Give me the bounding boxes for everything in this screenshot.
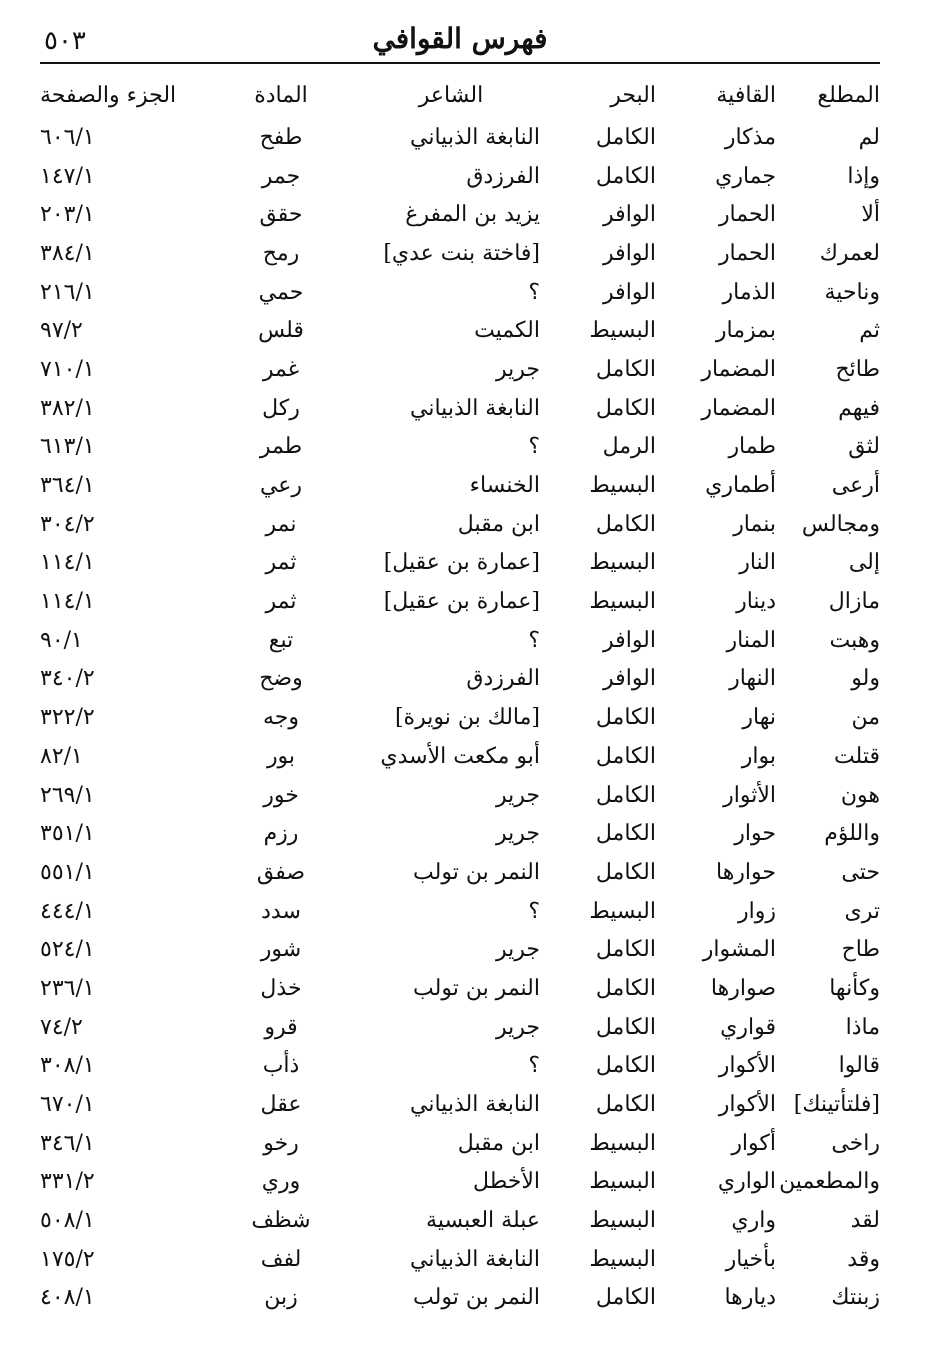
root-cell: حمي xyxy=(258,279,304,305)
bahr-cell: الكامل xyxy=(595,1092,656,1118)
matla-cell: وقد xyxy=(847,1246,880,1272)
root-cell: ركل xyxy=(262,395,300,421)
bahr-cell: الكامل xyxy=(595,782,656,808)
bahr-cell: الوافر xyxy=(603,202,656,228)
matla-cell: وناحية xyxy=(824,279,880,305)
bahr-cell: الوافر xyxy=(603,240,656,266)
root-cell: شظف xyxy=(251,1208,311,1234)
poet-cell: ؟ xyxy=(528,898,540,924)
root-cell: خور xyxy=(263,782,299,808)
bahr-cell: الوافر xyxy=(603,279,656,305)
bahr-cell: البسيط xyxy=(589,1169,656,1195)
matla-cell: ألا xyxy=(861,202,880,228)
poet-cell: ؟ xyxy=(528,1053,540,1079)
poet-cell: جرير xyxy=(496,1014,540,1040)
bahr-cell: الكامل xyxy=(595,163,656,189)
table-row xyxy=(40,428,888,467)
poet-cell: [عمارة بن عقيل] xyxy=(383,550,540,576)
root-cell: لفف xyxy=(260,1246,302,1272)
bahr-cell: الكامل xyxy=(595,937,656,963)
volume-page-cell: ٩٠/١ xyxy=(40,627,83,653)
table-row xyxy=(40,234,888,273)
matla-cell: وكأنها xyxy=(829,975,880,1001)
root-cell: عقل xyxy=(260,1092,302,1118)
volume-page-cell: ٢١٦/١ xyxy=(40,279,95,305)
volume-page-cell: ٤٤٤/١ xyxy=(40,898,95,924)
matla-cell: لعمرك xyxy=(819,240,880,266)
poet-cell: النابغة الذبياني xyxy=(410,124,540,150)
poet-cell: الكميت xyxy=(474,318,540,344)
poet-cell: جرير xyxy=(496,356,540,382)
volume-page-cell: ٤٠٨/١ xyxy=(40,1285,95,1311)
root-cell: رعي xyxy=(259,473,303,499)
qafia-cell: النار xyxy=(739,550,776,576)
root-cell: وضح xyxy=(259,666,303,692)
root-cell: حقق xyxy=(259,202,303,228)
table-row xyxy=(40,157,888,196)
table-row xyxy=(40,582,888,621)
table-row xyxy=(40,1085,888,1124)
volume-page-cell: ٣٤٠/٢ xyxy=(40,666,95,692)
bahr-cell: البسيط xyxy=(589,318,656,344)
table-row xyxy=(40,195,888,234)
bahr-cell: الكامل xyxy=(595,356,656,382)
poet-cell: الخنساء xyxy=(469,473,540,499)
qafia-cell: الأثوار xyxy=(723,782,776,808)
qafia-cell: حوار xyxy=(734,821,776,847)
root-cell: نمر xyxy=(265,511,297,537)
table-row xyxy=(40,737,888,776)
root-cell: غمر xyxy=(262,356,300,382)
matla-cell: ومجالس xyxy=(801,511,880,537)
qafia-cell: الذمار xyxy=(722,279,776,305)
qafia-cell: الواري xyxy=(717,1169,776,1195)
matla-cell: طائح xyxy=(835,356,880,382)
volume-page-cell: ٦١٣/١ xyxy=(40,434,95,460)
header-divider xyxy=(40,62,880,64)
column-header-bahr: البحر xyxy=(610,82,656,108)
matla-cell: لم xyxy=(858,124,880,150)
root-cell: سدد xyxy=(261,898,301,924)
qafia-cell: أطماري xyxy=(705,473,776,499)
table-row xyxy=(40,544,888,583)
page-number: ٥٠٣ xyxy=(44,26,86,56)
matla-cell: وهبت xyxy=(829,627,880,653)
root-cell: ذأب xyxy=(262,1053,300,1079)
poet-cell: الفرزدق xyxy=(466,666,540,692)
volume-page-cell: ٩٧/٢ xyxy=(40,318,83,344)
table-row xyxy=(40,273,888,312)
table-row xyxy=(40,814,888,853)
matla-cell: ترى xyxy=(844,898,880,924)
volume-page-cell: ٧١٠/١ xyxy=(40,356,95,382)
column-header-matla: المطلع xyxy=(817,82,880,108)
volume-page-cell: ١١٤/١ xyxy=(40,589,95,615)
table-row xyxy=(40,892,888,931)
qafia-cell: بمزمار xyxy=(715,318,776,344)
poet-cell: [عمارة بن عقيل] xyxy=(383,589,540,615)
bahr-cell: البسيط xyxy=(589,1208,656,1234)
page-title: فهرس القوافي xyxy=(372,22,548,55)
matla-cell: لقد xyxy=(850,1208,880,1234)
qafia-cell: المضمار xyxy=(701,356,776,382)
poet-cell: النابغة الذبياني xyxy=(410,1092,540,1118)
table-body xyxy=(40,118,888,1317)
root-cell: تبع xyxy=(268,627,294,653)
volume-page-cell: ٥٥١/١ xyxy=(40,859,95,885)
poet-cell: جرير xyxy=(496,821,540,847)
poet-cell: جرير xyxy=(496,937,540,963)
root-cell: جمر xyxy=(261,163,301,189)
qafia-cell: طمار xyxy=(728,434,776,460)
qafia-cell: المضمار xyxy=(701,395,776,421)
matla-cell: هون xyxy=(840,782,880,808)
column-header-juz: الجزء والصفحة xyxy=(40,82,177,108)
bahr-cell: الكامل xyxy=(595,821,656,847)
poet-cell: [مالك بن نويرة] xyxy=(394,705,540,731)
poet-cell: الأخطل xyxy=(473,1169,540,1195)
bahr-cell: الكامل xyxy=(595,705,656,731)
volume-page-cell: ٣٣١/٢ xyxy=(40,1169,95,1195)
matla-cell: لثق xyxy=(848,434,880,460)
volume-page-cell: ٣٢٢/٢ xyxy=(40,705,95,731)
poet-cell: أبو مكعت الأسدي xyxy=(380,743,540,769)
table-row xyxy=(40,776,888,815)
matla-cell: حتى xyxy=(841,859,880,885)
root-cell: رزم xyxy=(263,821,299,847)
table-row xyxy=(40,853,888,892)
volume-page-cell: ١٤٧/١ xyxy=(40,163,95,189)
qafia-cell: ديارها xyxy=(724,1285,776,1311)
poet-cell: النابغة الذبياني xyxy=(410,395,540,421)
volume-page-cell: ٣٨٤/١ xyxy=(40,240,95,266)
volume-page-cell: ٣٦٤/١ xyxy=(40,473,95,499)
matla-cell: من xyxy=(851,705,880,731)
volume-page-cell: ٦٠٦/١ xyxy=(40,124,95,150)
qafia-cell: النهار xyxy=(729,666,776,692)
table-row xyxy=(40,1279,888,1318)
volume-page-cell: ٧٤/٢ xyxy=(40,1014,83,1040)
volume-page-cell: ٢٠٣/١ xyxy=(40,202,95,228)
qafia-cell: دينار xyxy=(736,589,776,615)
bahr-cell: الكامل xyxy=(595,975,656,1001)
bahr-cell: الكامل xyxy=(595,511,656,537)
matla-cell: ولو xyxy=(851,666,880,692)
qafia-cell: واري xyxy=(731,1208,776,1234)
table-row xyxy=(40,311,888,350)
bahr-cell: البسيط xyxy=(589,1246,656,1272)
root-cell: رمح xyxy=(262,240,300,266)
table-row xyxy=(40,505,888,544)
table-row xyxy=(40,660,888,699)
column-header-madda: المادة xyxy=(254,82,308,108)
qafia-cell: جماري xyxy=(715,163,776,189)
poet-cell: جرير xyxy=(496,782,540,808)
matla-cell: زبنتك xyxy=(831,1285,880,1311)
table-row xyxy=(40,1201,888,1240)
matla-cell: إلى xyxy=(848,550,880,576)
bahr-cell: الرمل xyxy=(602,434,656,460)
qafia-cell: زوار xyxy=(738,898,776,924)
volume-page-cell: ١١٤/١ xyxy=(40,550,95,576)
root-cell: رخو xyxy=(263,1130,299,1156)
poet-cell: عبلة العبسية xyxy=(426,1208,540,1234)
qafia-cell: المشوار xyxy=(702,937,776,963)
bahr-cell: البسيط xyxy=(589,550,656,576)
rhymes-index-table xyxy=(40,72,888,1317)
qafia-cell: صوارها xyxy=(710,975,776,1001)
table-row xyxy=(40,969,888,1008)
qafia-cell: الأكوار xyxy=(718,1092,776,1118)
matla-cell: راخى xyxy=(831,1130,880,1156)
matla-cell: ماذا xyxy=(845,1014,880,1040)
root-cell: زبن xyxy=(264,1285,298,1311)
qafia-cell: الأكوار xyxy=(718,1053,776,1079)
qafia-cell: الحمار xyxy=(718,240,776,266)
qafia-cell: مذكار xyxy=(724,124,776,150)
qafia-cell: بنمار xyxy=(733,511,776,537)
root-cell: قرو xyxy=(264,1014,298,1040)
qafia-cell: الحمار xyxy=(718,202,776,228)
poet-cell: ابن مقبل xyxy=(457,511,540,537)
poet-cell: النابغة الذبياني xyxy=(410,1246,540,1272)
bahr-cell: الكامل xyxy=(595,1014,656,1040)
bahr-cell: الكامل xyxy=(595,124,656,150)
table-header-row xyxy=(40,72,888,118)
root-cell: قلس xyxy=(258,318,304,344)
table-row xyxy=(40,621,888,660)
table-row xyxy=(40,389,888,428)
qafia-cell: أكوار xyxy=(731,1130,776,1156)
qafia-cell: بأخيار xyxy=(725,1246,776,1272)
qafia-cell: قواري xyxy=(720,1014,776,1040)
bahr-cell: الكامل xyxy=(595,1285,656,1311)
poet-cell: ؟ xyxy=(528,627,540,653)
volume-page-cell: ٣٠٨/١ xyxy=(40,1053,95,1079)
poet-cell: يزيد بن المفرغ xyxy=(405,202,540,228)
bahr-cell: الكامل xyxy=(595,1053,656,1079)
matla-cell: طاح xyxy=(841,937,880,963)
bahr-cell: الكامل xyxy=(595,743,656,769)
volume-page-cell: ٥٢٤/١ xyxy=(40,937,95,963)
matla-cell: فيهم xyxy=(838,395,880,421)
root-cell: شور xyxy=(260,937,302,963)
table-row xyxy=(40,698,888,737)
column-header-qafia: القافية xyxy=(716,82,776,108)
bahr-cell: البسيط xyxy=(589,589,656,615)
bahr-cell: البسيط xyxy=(589,1130,656,1156)
matla-cell: [فلتأتينك] xyxy=(793,1092,880,1118)
poet-cell: النمر بن تولب xyxy=(413,975,540,1001)
poet-cell: ابن مقبل xyxy=(457,1130,540,1156)
qafia-cell: نهار xyxy=(742,705,776,731)
root-cell: وري xyxy=(261,1169,301,1195)
volume-page-cell: ٢٦٩/١ xyxy=(40,782,95,808)
poet-cell: ؟ xyxy=(528,434,540,460)
volume-page-cell: ٨٢/١ xyxy=(40,743,83,769)
volume-page-cell: ٥٠٨/١ xyxy=(40,1208,95,1234)
root-cell: بور xyxy=(266,743,296,769)
poet-cell: [فاختة بنت عدي] xyxy=(383,240,540,266)
volume-page-cell: ٣٤٦/١ xyxy=(40,1130,95,1156)
table-row xyxy=(40,930,888,969)
root-cell: صفق xyxy=(256,859,306,885)
root-cell: ثمر xyxy=(265,589,297,615)
volume-page-cell: ٢٣٦/١ xyxy=(40,975,95,1001)
matla-cell: قالوا xyxy=(838,1053,880,1079)
volume-page-cell: ٣٠٤/٢ xyxy=(40,511,95,537)
qafia-cell: المنار xyxy=(726,627,776,653)
volume-page-cell: ٣٥١/١ xyxy=(40,821,95,847)
root-cell: طفح xyxy=(259,124,303,150)
table-row xyxy=(40,118,888,157)
volume-page-cell: ٦٧٠/١ xyxy=(40,1092,95,1118)
matla-cell: واللؤم xyxy=(824,821,880,847)
table-row xyxy=(40,1047,888,1086)
root-cell: ثمر xyxy=(265,550,297,576)
bahr-cell: الكامل xyxy=(595,859,656,885)
matla-cell: ثم xyxy=(859,318,880,344)
volume-page-cell: ١٧٥/٢ xyxy=(40,1246,95,1272)
bahr-cell: الوافر xyxy=(603,627,656,653)
table-row xyxy=(40,1240,888,1279)
matla-cell: قتلت xyxy=(833,743,880,769)
column-header-shaer: الشاعر xyxy=(418,82,484,108)
bahr-cell: الوافر xyxy=(603,666,656,692)
bahr-cell: البسيط xyxy=(589,898,656,924)
volume-page-cell: ٣٨٢/١ xyxy=(40,395,95,421)
matla-cell: وإذا xyxy=(847,163,880,189)
root-cell: طمر xyxy=(259,434,303,460)
matla-cell: أرعى xyxy=(831,473,880,499)
table-row xyxy=(40,350,888,389)
bahr-cell: الكامل xyxy=(595,395,656,421)
poet-cell: ؟ xyxy=(528,279,540,305)
page-header xyxy=(40,14,880,60)
table-row xyxy=(40,1124,888,1163)
root-cell: وجه xyxy=(262,705,300,731)
table-row xyxy=(40,1163,888,1202)
matla-cell: والمطعمين xyxy=(779,1169,880,1195)
qafia-cell: بوار xyxy=(741,743,776,769)
poet-cell: النمر بن تولب xyxy=(413,1285,540,1311)
table-row xyxy=(40,466,888,505)
qafia-cell: حوارها xyxy=(715,859,776,885)
poet-cell: النمر بن تولب xyxy=(413,859,540,885)
poet-cell: الفرزدق xyxy=(466,163,540,189)
table-row xyxy=(40,1008,888,1047)
matla-cell: مازال xyxy=(828,589,880,615)
root-cell: خذل xyxy=(260,975,302,1001)
bahr-cell: البسيط xyxy=(589,473,656,499)
